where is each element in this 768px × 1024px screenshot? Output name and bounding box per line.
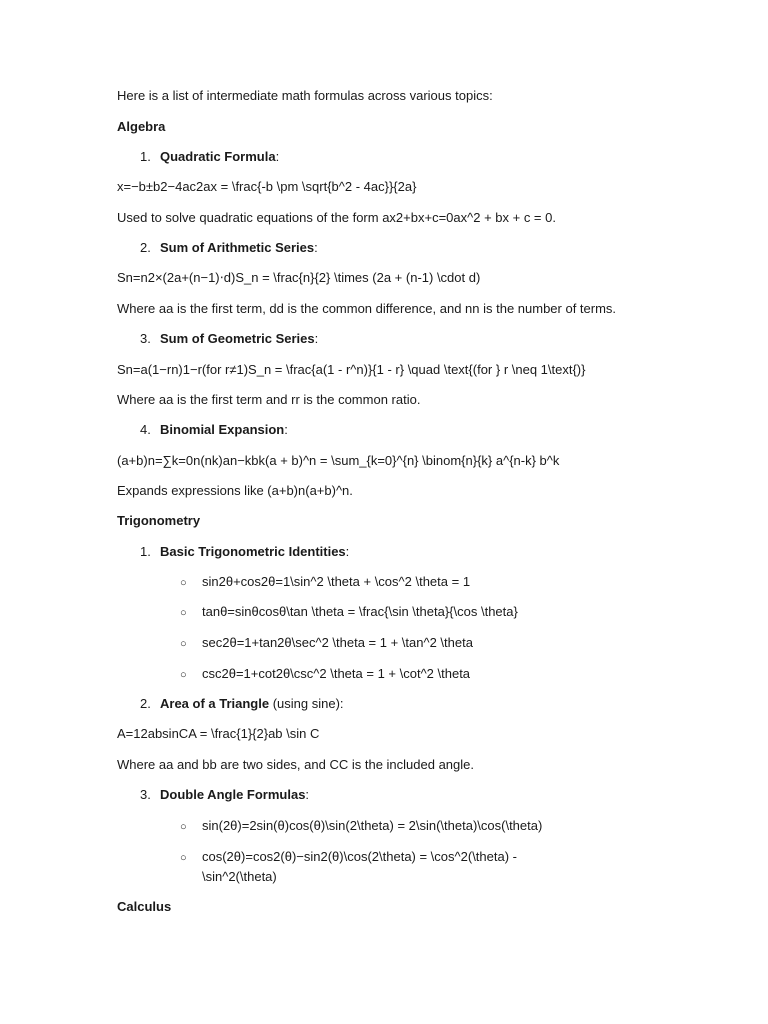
item-suffix: : <box>314 240 318 255</box>
bullet-identity: sec⁡2θ=1+tan⁡2θ\sec^2 \theta = 1 + \tan^2 \theta <box>202 635 473 650</box>
list-item-binomial <box>160 421 288 439</box>
item-suffix: : <box>345 544 350 559</box>
item-title: Basic Trigonometric Identities <box>160 544 346 559</box>
list-number: 2. <box>140 696 151 711</box>
item-suffix: : <box>314 331 319 346</box>
bullet-icon: ○ <box>180 577 187 589</box>
bullet-icon: ○ <box>180 638 187 650</box>
list-number: 3. <box>140 331 151 346</box>
formula-geometric: Sn=a(1−rn)1−r(for r≠1)S_n = \frac{a(1 - r^n)}{1 - r} \quad \text{(for } r \neq 1\text{)} <box>117 362 586 377</box>
list-number: 4. <box>140 422 151 437</box>
list-number: 1. <box>140 149 151 164</box>
note-binomial: Expands expressions like (a+b)n(a+b)^n. <box>117 483 353 498</box>
heading-trigonometry: Trigonometry <box>117 513 201 528</box>
item-title: Double Angle Formulas <box>160 787 306 802</box>
item-suffix: (using sine): <box>269 696 344 711</box>
bullet-identity: sin⁡2θ+cos⁡2θ=1\sin^2 \theta + \cos^2 \theta = 1 <box>202 574 471 589</box>
bullet-identity: csc⁡2θ=1+cot⁡2θ\csc^2 \theta = 1 + \cot^2 \theta <box>202 666 471 681</box>
intro-text: Here is a list of intermediate math formulas across various topics: <box>117 88 493 103</box>
item-suffix: : <box>275 149 280 164</box>
note-geometric: Where aa is the first term and rr is the common ratio. <box>117 392 421 407</box>
formula-triangle-area: A=12absin⁡CA = \frac{1}{2}ab \sin C <box>117 726 320 741</box>
bullet-double-angle-sin: sin⁡(2θ)=2sin⁡(θ)cos⁡(θ)\sin(2\theta) = 2\sin(\theta)\cos(\theta) <box>202 818 543 833</box>
list-item-double-angle <box>160 786 309 804</box>
item-title: Sum of Arithmetic Series <box>160 240 315 255</box>
list-number: 1. <box>140 544 151 559</box>
bullet-icon: ○ <box>180 607 187 619</box>
list-item-triangle-area <box>160 695 344 713</box>
formula-arithmetic: Sn=n2×(2a+(n−1)⋅d)S_n = \frac{n}{2} \times (2a + (n-1) \cdot d) <box>117 270 481 285</box>
item-title: Area of a Triangle <box>160 696 270 711</box>
bullet-double-angle-cos: cos⁡(2θ)=cos⁡2(θ)−sin⁡2(θ)\cos(2\theta) = \cos^2(\theta) - <box>202 849 517 864</box>
bullet-double-angle-cos-continued: \sin^2(\theta) <box>202 869 277 884</box>
bullet-identity: tan⁡θ=sin⁡θcos⁡θ\tan \theta = \frac{\sin \theta}{\cos \theta} <box>202 604 518 619</box>
list-number: 3. <box>140 787 151 802</box>
bullet-icon: ○ <box>180 669 187 681</box>
list-item-identities <box>160 543 349 561</box>
heading-calculus: Calculus <box>117 899 172 914</box>
bullet-icon: ○ <box>180 821 187 833</box>
item-title: Binomial Expansion <box>160 422 285 437</box>
list-number: 2. <box>140 240 151 255</box>
formula-binomial: (a+b)n=∑k=0n(nk)an−kbk(a + b)^n = \sum_{k=0}^{n} \binom{n}{k} a^{n-k} b^k <box>117 453 560 468</box>
item-suffix: : <box>305 787 310 802</box>
note-arithmetic: Where aa is the first term, dd is the common difference, and nn is the number of terms. <box>117 301 617 316</box>
list-item-quadratic <box>160 148 279 166</box>
note-triangle-area: Where aa and bb are two sides, and CC is the included angle. <box>117 757 474 772</box>
bullet-icon: ○ <box>180 852 187 864</box>
item-title: Quadratic Formula <box>160 149 276 164</box>
item-title: Sum of Geometric Series <box>160 331 315 346</box>
item-suffix: : <box>284 422 288 437</box>
formula-quadratic: x=−b±b2−4ac2ax = \frac{-b \pm \sqrt{b^2 - 4ac}}{2a} <box>117 179 417 194</box>
heading-algebra: Algebra <box>117 119 166 134</box>
note-quadratic: Used to solve quadratic equations of the form ax2+bx+c=0ax^2 + bx + c = 0. <box>117 210 556 225</box>
list-item-geometric <box>160 330 318 348</box>
list-item-arithmetic <box>160 239 318 257</box>
